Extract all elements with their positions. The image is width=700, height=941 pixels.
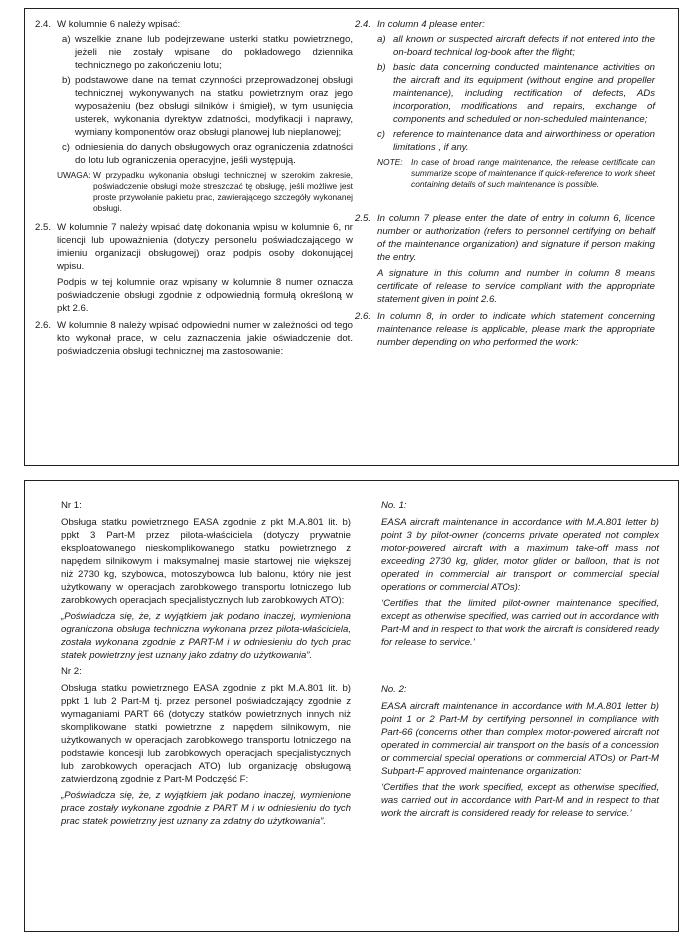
list-item-a	[57, 33, 353, 72]
section-2-5-pl	[35, 221, 353, 315]
bottom-statements-panel	[24, 480, 679, 932]
statement-2-title: Nr 2:	[61, 666, 82, 677]
section-number: 2.4.	[355, 19, 372, 30]
section-title: In column 4 please enter:	[377, 19, 485, 30]
list-text: reference to maintenance data and airworthiness or operation limitations , if any.	[393, 129, 655, 153]
section-number: 2.6.	[35, 320, 52, 331]
paragraph: W kolumnie 7 należy wpisać datę dokonania wpisu w kolumnie 6, nr licencji lub upoważnienia (dotyczy personelu poświadczającego w imieniu organizacji obsługowej) oraz podpis osoby dokonującej wpisu.	[57, 222, 353, 272]
list-item-c	[377, 128, 655, 154]
paragraph: W kolumnie 8 należy wpisać odpowiedni numer w zależności od tego kto wykonał prace, w celu zaznaczenia jakie oświadczenie dot. poświadczenia obsługi technicznej ma zastosowanie:	[57, 320, 353, 357]
statement-2-body: EASA aircraft maintenance in accordance with M.A.801 letter b) point 1 or 2 Part-M by certifying personnel in compliance with Part-66 (concerns other than complex motor-powered aircraft not operated in commercial air transport on the basis of a concession or commercial special operations or commercial ATOs) or Part-M Subpart-F approved maintenance organization:	[381, 701, 659, 777]
paragraph: In column 7 please enter the date of entry in column 6, licence number or authorization (refers to personnel certifying on behalf of the maintenance organization) and signature if person making the entry.	[377, 213, 655, 263]
list-label: b)	[62, 75, 71, 86]
list-text: all known or suspected aircraft defects if not entered into the on-board technical log-book after the flight;	[393, 34, 655, 58]
list-label: a)	[377, 34, 386, 45]
paragraph: Podpis w tej kolumnie oraz wpisany w kolumnie 8 numer oznacza poświadczenie obsługi zgodnie z odpowiednią formułą określoną w pkt 2.6.	[57, 277, 353, 314]
note	[57, 170, 353, 214]
polish-column-top	[35, 18, 353, 358]
statement-1-title: No. 1:	[381, 500, 407, 511]
note-text: W przypadku wykonania obsługi technicznej w szerokim zakresie, poświadczenie obsługi może streszczać tę obsługę, jeśli możliwe jest proste przywołanie pakietu prac, zawierającego szczegóły wykonanej obsługi.	[93, 170, 353, 213]
section-2-6-pl	[35, 319, 353, 358]
section-2-4-en	[355, 18, 655, 190]
section-title: W kolumnie 6 należy wpisać:	[57, 19, 181, 30]
list-label: c)	[377, 129, 385, 140]
section-number: 2.4.	[35, 19, 52, 30]
statement-2-body: Obsługa statku powietrznego EASA zgodnie z pkt M.A.801 lit. b) ppkt 1 lub 2 Part-M tj. przez personel poświadczający zgodnie z wymaganiami PART 66 (dotyczy statków powietrznych innych niż skomplikowane statki powietrzne z napędem silnikowym, nie użytkowanych w operacjach zarobkowego transportu lotniczego na podstawie koncesji lub zarobkowych operacjach specjalistycznych lub zarobkowych operacjach ATO) lub organizację obsługową zatwierdzoną zgodnie z Part-M Podczęść F:	[61, 683, 351, 785]
note-label: NOTE:	[377, 157, 403, 167]
section-2-6-en	[355, 310, 655, 349]
section-number: 2.5.	[35, 222, 52, 233]
statement-1-quote: ‘Certifies that the limited pilot-owner maintenance specified, except as otherwise specified, was carried out in accordance with Part-M and in respect to that work the aircraft is considered ready for release to service.’	[381, 598, 659, 648]
statement-2-quote: „Poświadcza się, że, z wyjątkiem jak podano inaczej, wymienione prace zostały wykonane zgodnie z PART M i w odniesieniu do tych prac statek powietrzny jest uznany za zdatny do użytkowania”.	[61, 790, 351, 827]
list-item-c	[57, 141, 353, 167]
english-column-bottom	[381, 499, 659, 820]
statement-1-title: Nr 1:	[61, 500, 82, 511]
statement-2-title: No. 2:	[381, 684, 407, 695]
statement-2-quote: ‘Certifies that the work specified, except as otherwise specified, was carried out in accordance with Part-M and in respect to that work the aircraft is considered ready for release to service.’	[381, 782, 659, 819]
list-item-a	[377, 33, 655, 59]
polish-column-bottom	[61, 499, 351, 828]
english-column-top	[355, 18, 655, 349]
statement-1-quote: „Poświadcza się, że, z wyjątkiem jak podano inaczej, wymieniona ograniczona obsługa techniczna wykonana przez pilota-właściciela, została wykonana zgodnie z PART-M i w odniesieniu do tych prac statek powietrzny jest uznany jako zdatny do użytkowania”.	[61, 611, 351, 661]
section-number: 2.5.	[355, 213, 372, 224]
list-text: podstawowe dane na temat czynności przeprowadzonej obsługi technicznej wykonywanych na statku powietrznym oraz jego wyposażeniu (bez obsługi silników i śmigieł), w tym usunięcia usterek, wykonania dyrektyw zdatności, modyfikacji i naprawy, wymiany komponentów oraz obsługi planowej lub nieplanowej;	[75, 75, 353, 138]
list-item-b	[377, 61, 655, 126]
note-label: UWAGA:	[57, 170, 91, 180]
section-2-4-pl	[35, 18, 353, 214]
note	[377, 157, 655, 190]
list-text: basic data concerning conducted maintenance activities on the aircraft and its equipment (without engine and propeller maintenance), including rectification of defects, ADs incorporation, modifications and repairs, exchange of components and scheduled or non-scheduled maintenance;	[393, 62, 655, 125]
top-instructions-panel	[24, 8, 679, 466]
paragraph: In column 8, in order to indicate which statement concerning maintenance release is applicable, please mark the appropriate number depending on who performed the work:	[377, 311, 655, 348]
statement-1-body: EASA aircraft maintenance in accordance with M.A.801 letter b) point 3 by pilot-owner (concerns private operated not complex motor-powered aircraft with a maximum take-off mass not exceeding 2730 kg, glider, motor glider or balloon, that is not operated in commercial air transport or commercial special operations or commercial ATOs):	[381, 517, 659, 593]
section-2-5-en	[355, 212, 655, 306]
paragraph: A signature in this column and number in column 8 means certificate of release to service compliant with the appropriate statement given in point 2.6.	[377, 268, 655, 305]
statement-1-body: Obsługa statku powietrznego EASA zgodnie z pkt M.A.801 lit. b) ppkt 3 Part-M przez pilota-właściciela (dotyczy prywatnie eksploatowanego nieskomplikowanego statku powietrznego z napędem silnikowym i maksymalnej masie startowej nie większej niż 2730 kg, szybowca, motoszybowca lub balonu, który nie jest użytkowany w operacjach zarobkowego transportu lotniczego lub zarobkowych operacjach specjalistycznych lub zarobkowych ATO):	[61, 517, 351, 606]
note-text: In case of broad range maintenance, the release certificate can summarize scope of maintenance if quick-reference to work sheet containing details of such maintenance is possible.	[411, 157, 655, 189]
list-label: b)	[377, 62, 386, 73]
list-text: odniesienia do danych obsługowych oraz ograniczenia zdatności do lotu lub ograniczenia operacyjne, jeśli występują.	[75, 142, 353, 166]
list-label: c)	[62, 142, 70, 153]
list-item-b	[57, 74, 353, 139]
list-text: wszelkie znane lub podejrzewane usterki statku powietrznego, jeżeli nie zostały wpisane do pokładowego dziennika technicznego po zakończeniu lotu;	[75, 34, 353, 71]
section-number: 2.6.	[355, 311, 372, 322]
list-label: a)	[62, 34, 71, 45]
